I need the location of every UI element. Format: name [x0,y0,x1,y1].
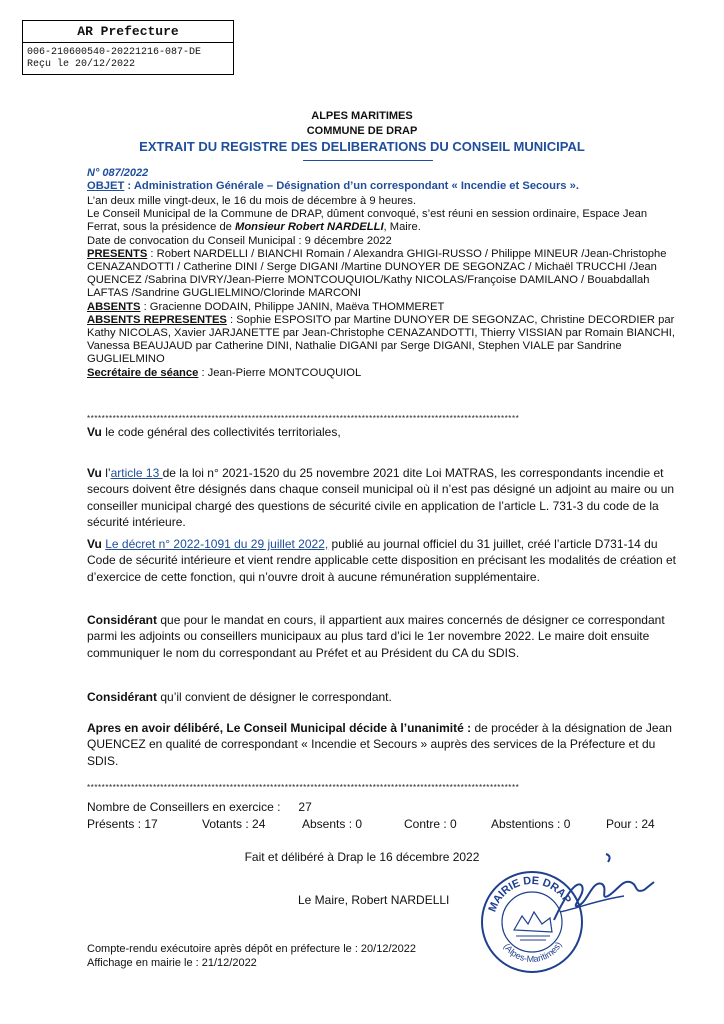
mayor-signature-line: Le Maire, Robert NARDELLI [298,893,450,907]
objet-text: : Administration Générale – Désignation d’un correspondant « Incendie et Secours ». [124,180,579,192]
represented-label: ABSENTS REPRESENTES [87,313,227,326]
vu-label: Vu [87,537,102,551]
vu-label: Vu [87,425,102,439]
considerant-text: que pour le mandat en cours, il appartient aux maires concernés de désigner ce correspondant parmi les adjoints ou conseillers municipaux au plus tard d’ici le 1er novembre 2022. Le maire doit ensuite communiquer le nom du correspondant au Préfet et au Président du CA du SDIS. [87,613,665,660]
vu-loi-matras [87,465,679,530]
decision-paragraph [87,720,679,769]
place-date: Fait et délibéré à Drap le 16 décembre 2022 [244,850,480,864]
separator-top: ********************************************************************************************************************** [87,414,520,423]
vu-decret [87,536,679,585]
presents-text: : Robert NARDELLI / BIANCHI Romain / Alexandra GHIGI-RUSSO / Philippe MINEUR /Jean-Christophe CENAZANDOTTI / Catherine DINI / Serge DIGANI /Martine DUNOYER DE SEGONZAC / Michaël TRUCCHI /Jean QUENCEZ /Sabrina DIVRY/Jean-Pierre MONTCOUQUIOL/Kathy NICOLAS/Françoise DAMILANO / Bouabdallah LAFTAS /Sandrine GUGLIELMINO/Clorinde MARCONI [87,247,667,300]
members-label: Nombre de Conseillers en exercice : [87,800,281,814]
count-votants: Votants : 24 [202,817,266,831]
presents-label: PRESENTS [87,247,148,260]
count-contre: Contre : 0 [404,817,457,831]
considerant-label: Considérant [87,613,158,627]
separator-bottom: ********************************************************************************************************************** [87,783,520,792]
session-line [87,208,675,234]
considerant-mandat [87,612,679,661]
secretary-line [87,367,675,380]
svg-text:(Alpes-Maritimes): (Alpes-Maritimes) [501,940,564,965]
registry-title: EXTRAIT DU REGISTRE DES DELIBERATIONS DU CONSEIL MUNICIPAL [139,139,585,154]
vu-label: Vu [87,466,102,480]
vu-text: publié au journal officiel du 31 juillet, créé l’article D731-14 du Code de sécurité intérieure et vient rendre applicable cette disposition en précisant les modalités de création et d’exercice de cette fonction, qui n’ouvre droit à aucune rémunération supplémentaire. [87,537,677,584]
considerant-text: qu’il convient de désigner le correspondant. [157,690,392,704]
convocation-line: Date de convocation du Conseil Municipal : 9 décembre 2022 [87,234,392,247]
president-name: Monsieur Robert NARDELLI [235,221,384,234]
members-count [87,800,312,814]
count-presents: Présents : 17 [87,817,158,831]
session-suffix: , Maire. [383,221,421,234]
vu-text: le code général des collectivités territoriales, [101,425,341,439]
represented-line [87,314,675,367]
absents-text: : Gracienne DODAIN, Philippe JANIN, Maëva THOMMERET [140,300,445,313]
count-absents: Absents : 0 [302,817,363,831]
absents-label: ABSENTS [87,300,141,313]
count-abstentions: Abstentions : 0 [491,817,571,831]
vu-cgct [87,424,679,440]
department-title: ALPES MARITIMES [311,110,413,122]
presents-line [87,248,675,301]
mayor-signature [548,850,658,935]
deliberation-number: N° 087/2022 [87,167,149,179]
svg-text:MAIRIE DE DRAP: MAIRIE DE DRAP [486,874,574,914]
stamp-details [23,43,233,74]
members-value: 27 [298,800,312,814]
absents-line [87,301,675,314]
decision-label: Apres en avoir délibéré, Le Conseil Municipal décide à l’unanimité : [87,721,472,735]
vu-text: de la loi n° 2021-1520 du 25 novembre 2021 dite Loi MATRAS, les correspondants incendie et secours doivent être désignés dans chaque conseil municipal où il n’est pas désigné un adjoint au maire ou un conseiller municipal chargé des questions de sécurité civile en application de l’article L. 731-3 du code de la sécurité intérieure. [87,466,675,529]
secretary-label: Secrétaire de séance [87,366,199,379]
date-line: L’an deux mille vingt-deux, le 16 du mois de décembre à 9 heures. [87,195,416,207]
decret-link[interactable]: Le décret n° 2022-1091 du 29 juillet 2022, [105,537,329,551]
title-underline [303,160,433,161]
decision-text: de procéder à la désignation de Jean QUENCEZ en qualité de correspondant « Incendie et Secours » auprès des services de la Préfecture et du SDIS. [87,721,672,768]
vu-prefix: l’ [101,466,111,480]
prefecture-stamp [22,20,234,75]
considerant-label: Considérant [87,690,158,704]
executory-line: Compte-rendu exécutoire après dépôt en préfecture le : 20/12/2022 [87,943,416,955]
session-block [87,195,675,380]
stamp-title: AR Prefecture [23,21,233,43]
commune-title: COMMUNE DE DRAP [306,125,418,137]
footer-notes [87,942,416,970]
stamp-reference: 006-210600540-20221216-087-DE [27,47,202,58]
posting-line: Affichage en mairie le : 21/12/2022 [87,957,257,969]
secretary-text: : Jean-Pierre MONTCOUQUIOL [198,366,362,379]
count-pour: Pour : 24 [606,817,655,831]
article-13-link[interactable]: article 13 [110,466,163,480]
objet-line [87,180,675,193]
stamp-received-date: Reçu le 20/12/2022 [27,59,136,70]
represented-text: : Sophie ESPOSITO par Martine DUNOYER DE SEGONZAC, Christine DECORDIER par Kathy NICOLAS, Xavier JARJANETTE par Jean-Christophe CENAZANDOTTI, Thierry VISSIAN par Romain BIANCHI, Vanessa BEAUJAUD par Catherine DINI, Nathalie DIGANI par Serge DIGANI, Stephen VIALE par Sandrine GUGLIELMINO [87,313,675,366]
considerant-designation [87,689,679,705]
objet-label: OBJET [87,180,125,192]
session-text: Le Conseil Municipal de la Commune de DRAP, dûment convoqué, s’est réuni en session ordinaire, Espace Jean Ferrat, sous la présidence de [87,208,648,234]
